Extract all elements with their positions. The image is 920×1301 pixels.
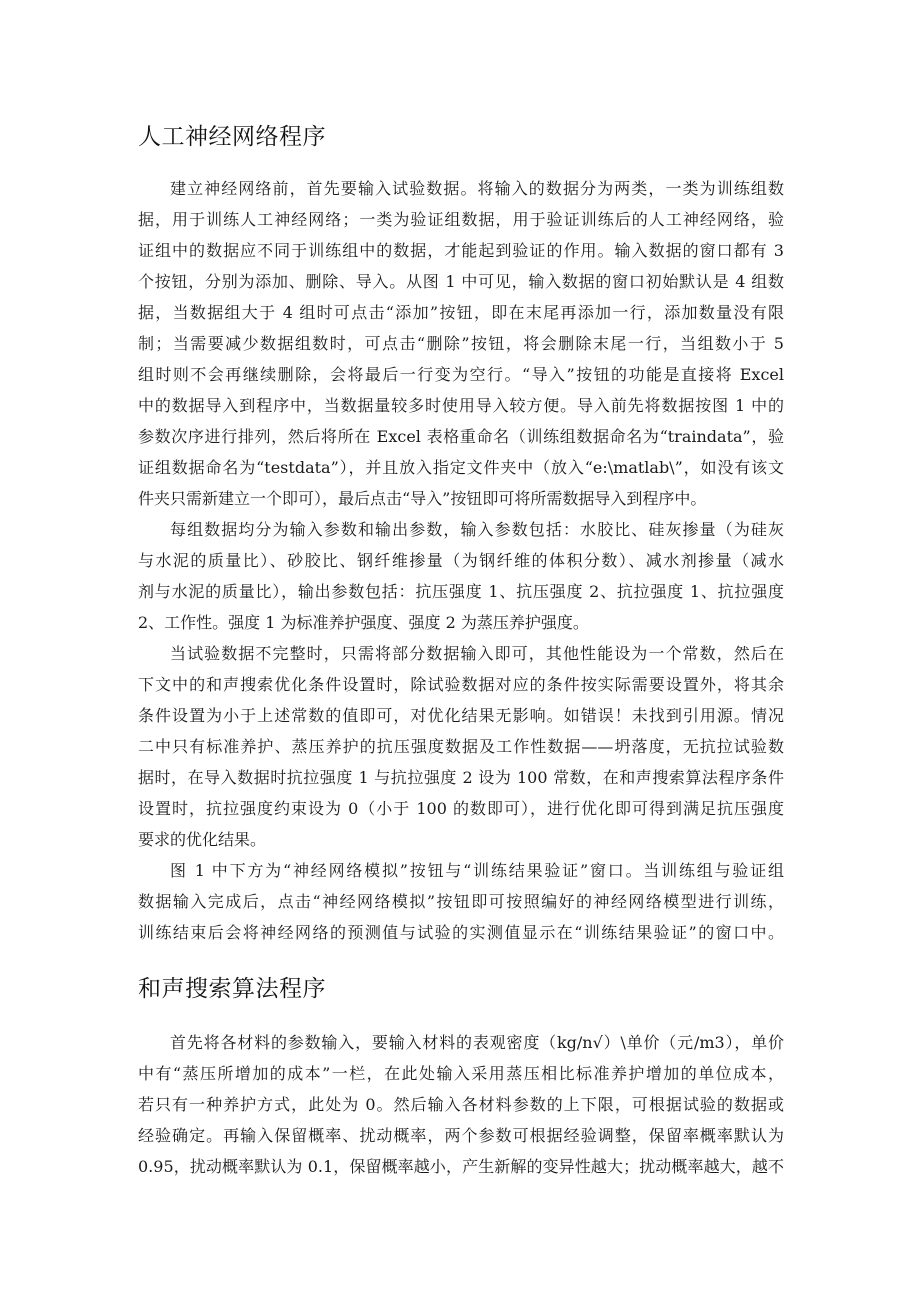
paragraph-line: 与水泥的质量比）、砂胶比、钢纤维掺量（为钢纤维的体积分数）、减水剂掺量（减水 xyxy=(138,551,784,570)
paragraph-line: 个按钮，分别为添加、删除、导入。从图 1 中可见，输入数据的窗口初始默认是 4 组数 xyxy=(138,272,784,291)
paragraph-line: 参数次序进行排列，然后将所在 Excel 表格重命名（训练组数据命名为“traindata”，验 xyxy=(138,427,784,446)
paragraph-line: 中的数据导入到程序中，当数据量较多时使用导入较方便。导入前先将数据按图 1 中的 xyxy=(138,396,784,415)
paragraph-line: 图 1 中下方为“神经网络模拟”按钮与“训练结果验证”窗口。当训练组与验证组 xyxy=(170,861,784,880)
paragraph-line: 据，用于训练人工神经网络；一类为验证组数据，用于验证训练后的人工神经网络，验 xyxy=(138,210,784,229)
paragraph-line: 中有“蒸压所增加的成本”一栏，在此处输入采用蒸压相比标准养护增加的单位成本， xyxy=(138,1064,784,1083)
section-heading-hs: 和声搜索算法程序 xyxy=(138,976,326,1002)
paragraph-line: 每组数据均分为输入参数和输出参数，输入参数包括：水胶比、硅灰掺量（为硅灰 xyxy=(170,520,784,539)
paragraph-line: 条件设置为小于上述常数的值即可，对优化结果无影响。如错误！未找到引用源。情况 xyxy=(138,706,784,725)
paragraph-line: 0.95，扰动概率默认为 0.1，保留概率越小，产生新解的变异性越大；扰动概率越大，越不 xyxy=(138,1157,784,1176)
paragraph-line: 剂与水泥的质量比），输出参数包括：抗压强度 1、抗压强度 2、抗拉强度 1、抗拉强度 xyxy=(138,582,784,601)
paragraph-line: 经验确定。再输入保留概率、扰动概率，两个参数可根据经验调整，保留率概率默认为 xyxy=(138,1126,784,1145)
paragraph-line: 数据输入完成后，点击“神经网络模拟”按钮即可按照编好的神经网络模型进行训练， xyxy=(138,892,784,911)
paragraph-line: 件夹只需新建立一个即可），最后点击“导入”按钮即可将所需数据导入到程序中。 xyxy=(138,489,707,508)
paragraph-line: 制；当需要减少数据组数时，可点击“删除”按钮，将会删除末尾一行，当组数小于 5 xyxy=(138,334,784,353)
paragraph-line: 下文中的和声搜索优化条件设置时，除试验数据对应的条件按实际需要设置外，将其余 xyxy=(138,675,784,694)
paragraph-line: 证组数据命名为“testdata”），并且放入指定文件夹中（放入“e:\matlab\”，如没有该文 xyxy=(138,458,784,477)
paragraph-line: 训练结束后会将神经网络的预测值与试验的实测值显示在“训练结果验证”的窗口中。 xyxy=(138,923,784,942)
paragraph-line: 据，当数据组大于 4 组时可点击“添加”按钮，即在末尾再添加一行，添加数量没有限 xyxy=(138,303,784,322)
paragraph-line: 要求的优化结果。 xyxy=(138,830,267,849)
paragraph-line: 据时，在导入数据时抗拉强度 1 与抗拉强度 2 设为 100 常数，在和声搜索算法程序条件 xyxy=(138,768,784,787)
paragraph-line: 首先将各材料的参数输入，要输入材料的表观密度（kg/n√）\单价（元/m3），单价 xyxy=(170,1033,784,1052)
paragraph-line: 2、工作性。强度 1 为标准养护强度、强度 2 为蒸压养护强度。 xyxy=(138,613,589,632)
paragraph-line: 组时则不会再继续删除，会将最后一行变为空行。“导入”按钮的功能是直接将 Excel xyxy=(138,365,784,384)
paragraph-line: 当试验数据不完整时，只需将部分数据输入即可，其他性能设为一个常数，然后在 xyxy=(170,644,784,663)
section-heading-ann: 人工神经网络程序 xyxy=(138,124,326,150)
paragraph-line: 二中只有标准养护、蒸压养护的抗压强度数据及工作性数据——坍落度，无抗拉试验数 xyxy=(138,737,784,756)
paragraph-line: 设置时，抗拉强度约束设为 0（小于 100 的数即可），进行优化即可得到满足抗压强度 xyxy=(138,799,784,818)
paragraph-line: 证组中的数据应不同于训练组中的数据，才能起到验证的作用。输入数据的窗口都有 3 xyxy=(138,241,784,260)
paragraph-line: 若只有一种养护方式，此处为 0。然后输入各材料参数的上下限，可根据试验的数据或 xyxy=(138,1095,784,1114)
paragraph-line: 建立神经网络前，首先要输入试验数据。将输入的数据分为两类，一类为训练组数 xyxy=(170,179,784,198)
